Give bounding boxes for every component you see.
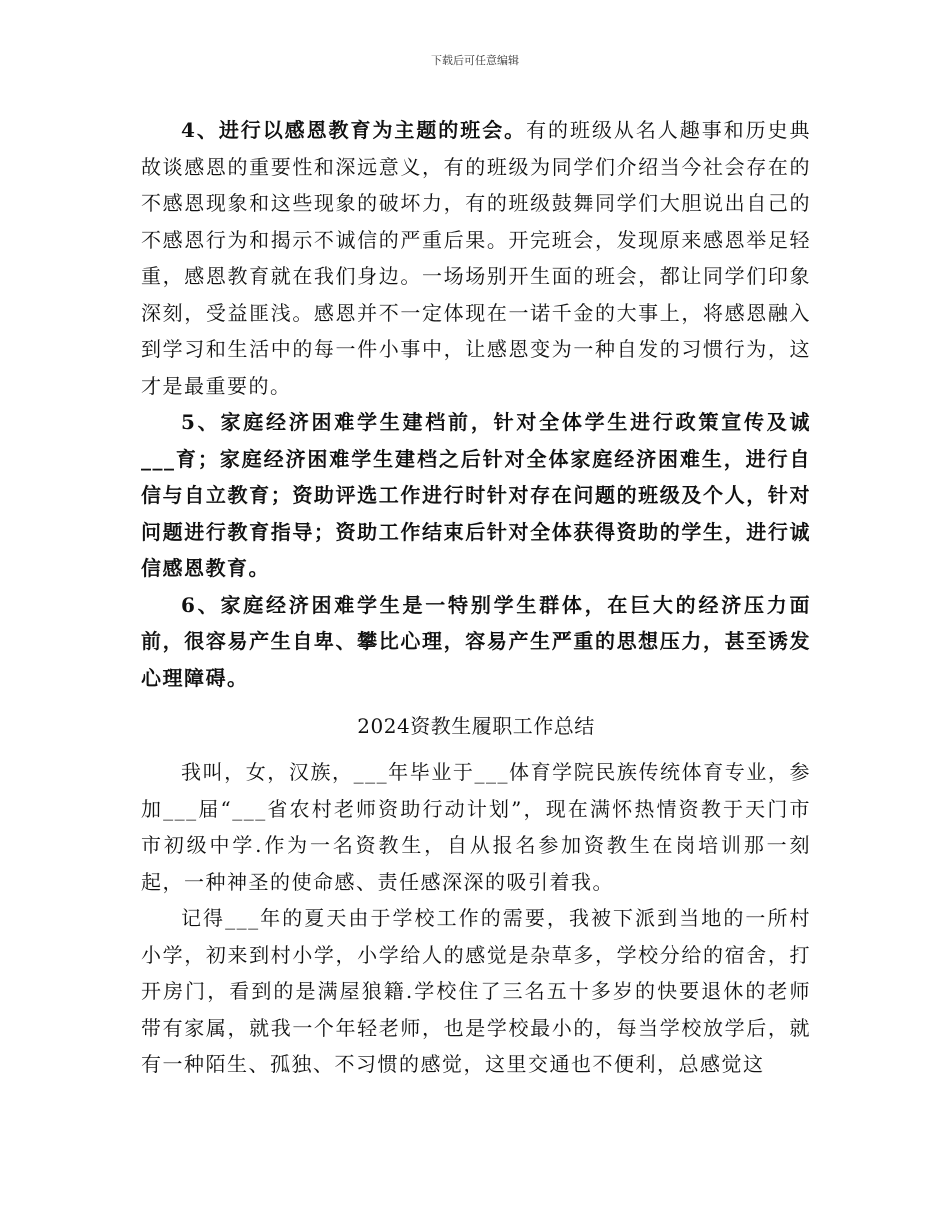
paragraph-5: 5、家庭经济困难学生建档前，针对全体学生进行政策宣传及诚___育；家庭经济困难学生建档之后针对全体家庭经济困难生，进行自信与自立教育；资助评选工作进行时针对存在问题的班级及个人，针对问题进行教育指导；资助工作结束后针对全体获得资助的学生，进行诚信感恩教育。 (141, 410, 811, 580)
document-body (141, 112, 811, 1083)
paragraph-4-lead: 4、进行以感恩教育为主题的班会。 (181, 118, 527, 142)
section-title: 2024资教生履职工作总结 (357, 714, 595, 738)
paragraph-4-body: 有的班级从名人趣事和历史典故谈感恩的重要性和深远意义，有的班级为同学们介绍当今社会存在的不感恩现象和这些现象的破坏力，有的班级鼓舞同学们大胆说出自己的不感恩行为和揭示不诚信的严重后果。开完班会，发现原来感恩举足轻重，感恩教育就在我们身边。一场场别开生面的班会，都让同学们印象深刻，受益匪浅。感恩并不一定体现在一诺千金的大事上，将感恩融入到学习和生活中的每一件小事中，让感恩变为一种自发的习惯行为，这才是最重要的。 (141, 118, 811, 398)
paragraph-4 (141, 112, 811, 404)
page-header: 下载后可任意编辑 (431, 54, 519, 67)
section-paragraph-2: 记得___年的夏天由于学校工作的需要，我被下派到当地的一所村小学，初来到村小学，小学给人的感觉是杂草多，学校分给的宿舍，打开房门，看到的是满屋狼籍.学校住了三名五十多岁的快要退休的老师带有家属，就我一个年轻老师，也是学校最小的，每当学校放学后，就有一种陌生、孤独、不习惯的感觉，这里交通也不便利，总感觉这 (141, 906, 811, 1076)
paragraph-6: 6、家庭经济困难学生是一特别学生群体，在巨大的经济压力面前，很容易产生自卑、攀比心理，容易产生严重的思想压力，甚至诱发心理障碍。 (141, 592, 811, 690)
section-paragraph-1: 我叫，女，汉族，___年毕业于___体育学院民族传统体育专业，参加___届“___省农村老师资助行动计划”，现在满怀热情资教于天门市市初级中学.作为一名资教生，自从报名参加资教生在岗培训那一刻起，一种神圣的使命感、责任感深深的吸引着我。 (141, 760, 811, 894)
